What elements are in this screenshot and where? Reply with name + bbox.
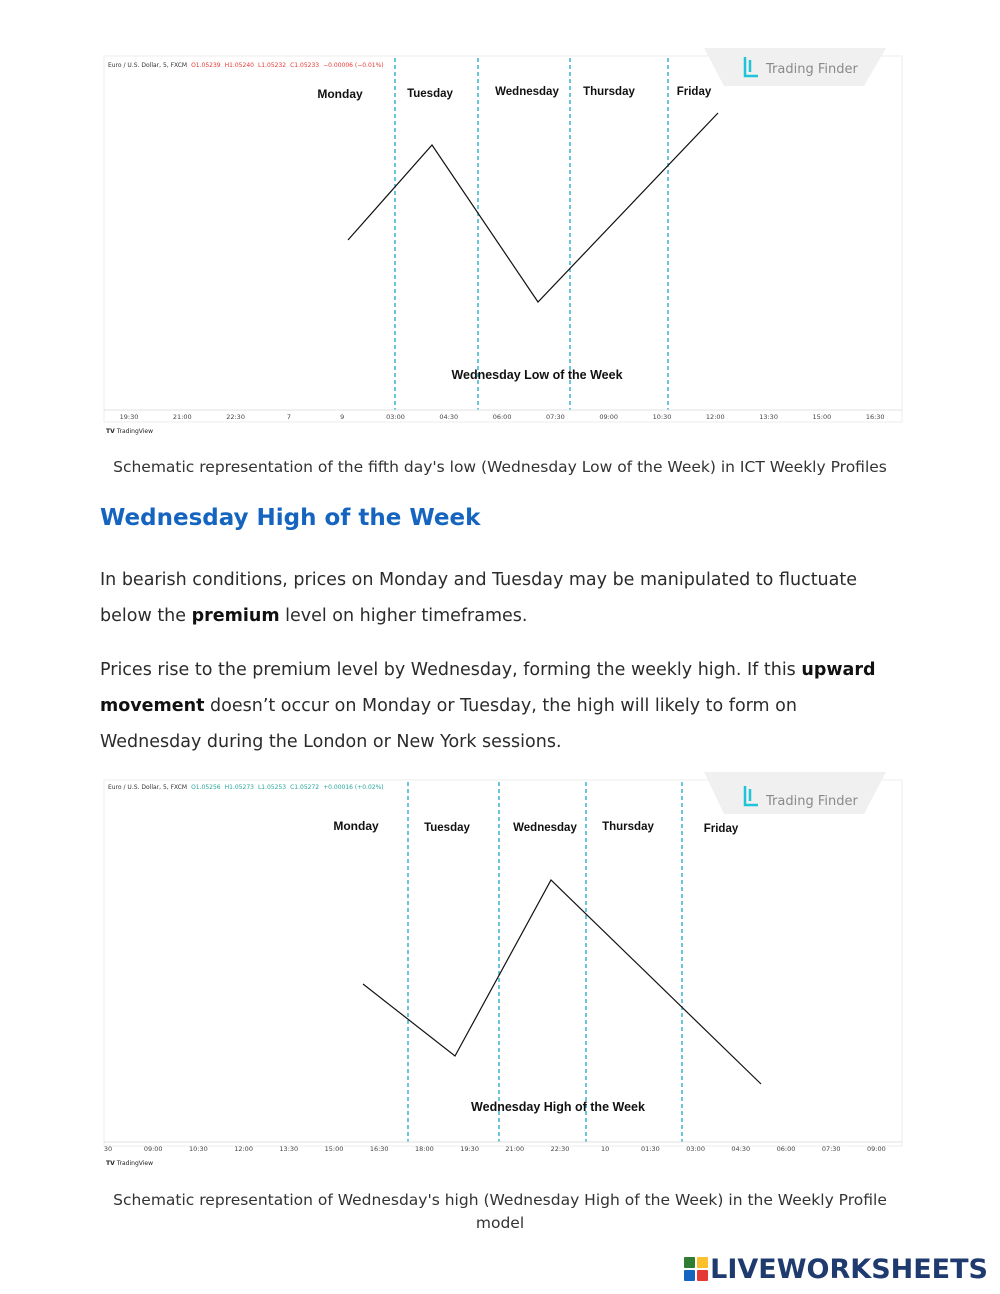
symbol-label: Euro / U.S. Dollar, 5, FXCM O1.05239 H1.05240 L1.05232 C1.05233 −0.00006 (−0.01%) bbox=[108, 62, 384, 69]
x-axis-ticks bbox=[120, 413, 885, 421]
chart-annotation: Wednesday High of the Week bbox=[471, 1100, 645, 1114]
day-label-wednesday: Wednesday bbox=[513, 822, 577, 834]
brand-name: Trading Finder bbox=[766, 62, 858, 77]
day-label-tuesday: Tuesday bbox=[407, 88, 453, 100]
x-tick-label: 10 bbox=[601, 1145, 610, 1153]
x-tick-label: 06:00 bbox=[492, 413, 512, 421]
chart1-caption: Schematic representation of the fifth day's low (Wednesday Low of the Week) in ICT Weekly Profiles bbox=[113, 458, 887, 476]
day-label-monday: Monday bbox=[333, 819, 379, 833]
x-tick-label: 06:00 bbox=[776, 1145, 796, 1153]
brand-name: Trading Finder bbox=[766, 794, 858, 809]
x-tick-label: 19:30 bbox=[460, 1145, 479, 1153]
liveworksheets-logo bbox=[684, 1254, 988, 1284]
x-tick-label: 12:00 bbox=[234, 1145, 253, 1153]
day-label-friday: Friday bbox=[703, 823, 739, 835]
x-tick-label: 04:30 bbox=[439, 413, 459, 421]
x-tick-label: 15:00 bbox=[324, 1145, 344, 1153]
x-tick-label: 13:30 bbox=[279, 1145, 299, 1153]
day-label-tuesday: Tuesday bbox=[424, 822, 470, 834]
day-label-thursday: Thursday bbox=[583, 86, 635, 98]
tradingview-logo-icon: TV TradingView bbox=[106, 1160, 154, 1167]
x-tick-label: 09:00 bbox=[143, 1145, 163, 1153]
x-tick-label: 22:30 bbox=[550, 1145, 570, 1153]
x-tick-label: 18:00 bbox=[415, 1145, 434, 1153]
symbol-label: Euro / U.S. Dollar, 5, FXCM O1.05256 H1.05273 L1.05253 C1.05272 +0.00016 (+0.02%) bbox=[108, 784, 384, 791]
para2-text: Prices rise to the premium level by Wednesday, forming the weekly high. If this bbox=[100, 660, 802, 680]
x-tick-label: 9 bbox=[340, 413, 345, 421]
liveworksheets-wordmark: LIVEWORKSHEETS bbox=[710, 1253, 988, 1285]
paragraph-bearish bbox=[100, 562, 900, 634]
x-tick-label: 10:30 bbox=[189, 1145, 208, 1153]
para2-text-end: doesn’t occur on Monday or Tuesday, the high will likely to form on Wednesday during the London or New York sessions. bbox=[100, 696, 797, 752]
x-tick-label: 04:30 bbox=[731, 1145, 751, 1153]
x-tick-label: 21:00 bbox=[172, 413, 192, 421]
x-tick-label: 03:00 bbox=[386, 413, 405, 421]
x-tick-label: 15:00 bbox=[812, 413, 832, 421]
x-tick-label: 12:00 bbox=[705, 413, 725, 421]
chart-high-of-week bbox=[103, 776, 902, 1167]
day-label-wednesday: Wednesday bbox=[495, 86, 559, 98]
tradingview-logo-icon: TV TradingView bbox=[106, 428, 154, 435]
x-tick-label: 22:30 bbox=[226, 413, 245, 421]
para1-text-end: level on higher timeframes. bbox=[279, 606, 528, 626]
x-tick-label: 07:30 bbox=[546, 413, 565, 421]
chart2-caption: Schematic representation of Wednesday's high (Wednesday High of the Week) in the Weekly Profile model bbox=[113, 1191, 887, 1232]
x-tick-label: 7 bbox=[286, 413, 291, 421]
x-tick-label: 01:30 bbox=[641, 1145, 660, 1153]
x-tick-label: 30 bbox=[103, 1145, 113, 1153]
para1-text: In bearish conditions, prices on Monday and Tuesday may be manipulated to fluctuate below the bbox=[100, 570, 857, 626]
day-label-thursday: Thursday bbox=[602, 821, 654, 833]
chart-frame bbox=[104, 780, 902, 1146]
liveworksheets-mark-icon bbox=[684, 1257, 708, 1281]
chart-high-svg bbox=[104, 776, 902, 1168]
chart-low-of-week bbox=[104, 52, 902, 435]
para2-bold: upward movement bbox=[100, 660, 876, 716]
x-tick-label: 03:00 bbox=[686, 1145, 705, 1153]
x-tick-label: 16:30 bbox=[369, 1145, 389, 1153]
day-label-monday: Monday bbox=[317, 87, 363, 101]
chart-low-svg bbox=[104, 52, 902, 435]
x-tick-label: 16:30 bbox=[865, 413, 885, 421]
chart-annotation: Wednesday Low of the Week bbox=[451, 368, 623, 382]
x-tick-label: 21:00 bbox=[505, 1145, 525, 1153]
x-tick-label: 19:30 bbox=[119, 413, 139, 421]
x-tick-label: 13:30 bbox=[759, 413, 778, 421]
x-tick-label: 07:30 bbox=[821, 1145, 841, 1153]
paragraph-premium bbox=[100, 652, 900, 760]
day-label-friday: Friday bbox=[676, 86, 712, 98]
x-tick-label: 10:30 bbox=[652, 413, 672, 421]
x-tick-label: 09:00 bbox=[867, 1145, 886, 1153]
para1-bold: premium bbox=[191, 606, 280, 626]
section-title: Wednesday High of the Week bbox=[100, 505, 481, 531]
x-tick-label: 09:00 bbox=[599, 413, 619, 421]
